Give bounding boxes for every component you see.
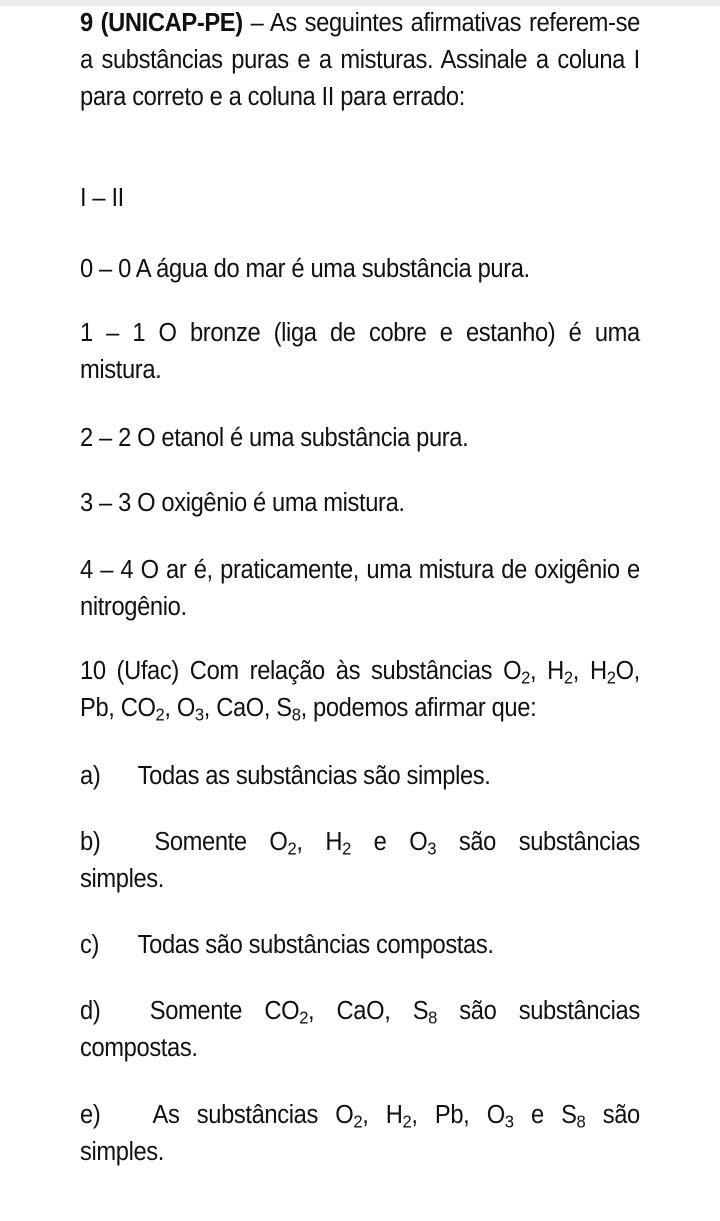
q10-stem: 10 (Ufac) Com relação às substâncias $O_2$, $H_2$, $H_2O$, Pb, $CO_2$, $O_3$, CaO, $S_8$, podemos afirmar que: bbox=[80, 657, 640, 725]
q9-statement-0: 0 – 0 A água do mar é uma substância pura. bbox=[80, 255, 530, 283]
q9-statement-1: 1 – 1 O bronze (liga de cobre e estanho) é uma mistura. bbox=[80, 319, 640, 384]
option-c-letter: c) bbox=[80, 931, 100, 959]
option-a-text: Todas as substâncias são simples. bbox=[137, 762, 491, 790]
q10-option-d: d) Somente $CO_2$, CaO, $S_8$ são substâncias compostas. bbox=[80, 993, 640, 1067]
q9-source: (UNICAP-PE) bbox=[100, 9, 243, 37]
option-e-letter: e) bbox=[80, 1101, 101, 1129]
q9-statement-2: 2 – 2 O etanol é uma substância pura. bbox=[80, 424, 469, 452]
q10-option-e: e) As substâncias $O_2$, $H_2$, Pb, $O_3$ e $S_8$ são simples. bbox=[80, 1097, 640, 1171]
q9-statement-4: 4 – 4 O ar é, praticamente, uma mistura de oxigênio e nitrogênio. bbox=[80, 556, 640, 621]
q9-dash: – bbox=[250, 9, 264, 37]
q10-option-b: b) Somente $O_2$, $H_2$ e $O_3$ são substâncias simples. bbox=[80, 824, 640, 898]
q9-number: 9 bbox=[80, 9, 93, 37]
option-c-text: Todas são substâncias compostas. bbox=[137, 931, 494, 959]
q9-intro bbox=[80, 5, 640, 116]
q9-statement-3: 3 – 3 O oxigênio é uma mistura. bbox=[80, 489, 405, 517]
option-d-letter: d) bbox=[80, 997, 101, 1025]
q10-option-a bbox=[80, 758, 640, 795]
q9-intro-text: As seguintes afirmativas referem-se a substâncias puras e a misturas. Assinale a coluna I para correto e a coluna II para errado: bbox=[80, 9, 640, 111]
option-a-letter: a) bbox=[80, 762, 101, 790]
q9-columns-header: I – II bbox=[80, 184, 124, 212]
q10-option-c bbox=[80, 927, 640, 964]
option-b-letter: b) bbox=[80, 828, 101, 856]
